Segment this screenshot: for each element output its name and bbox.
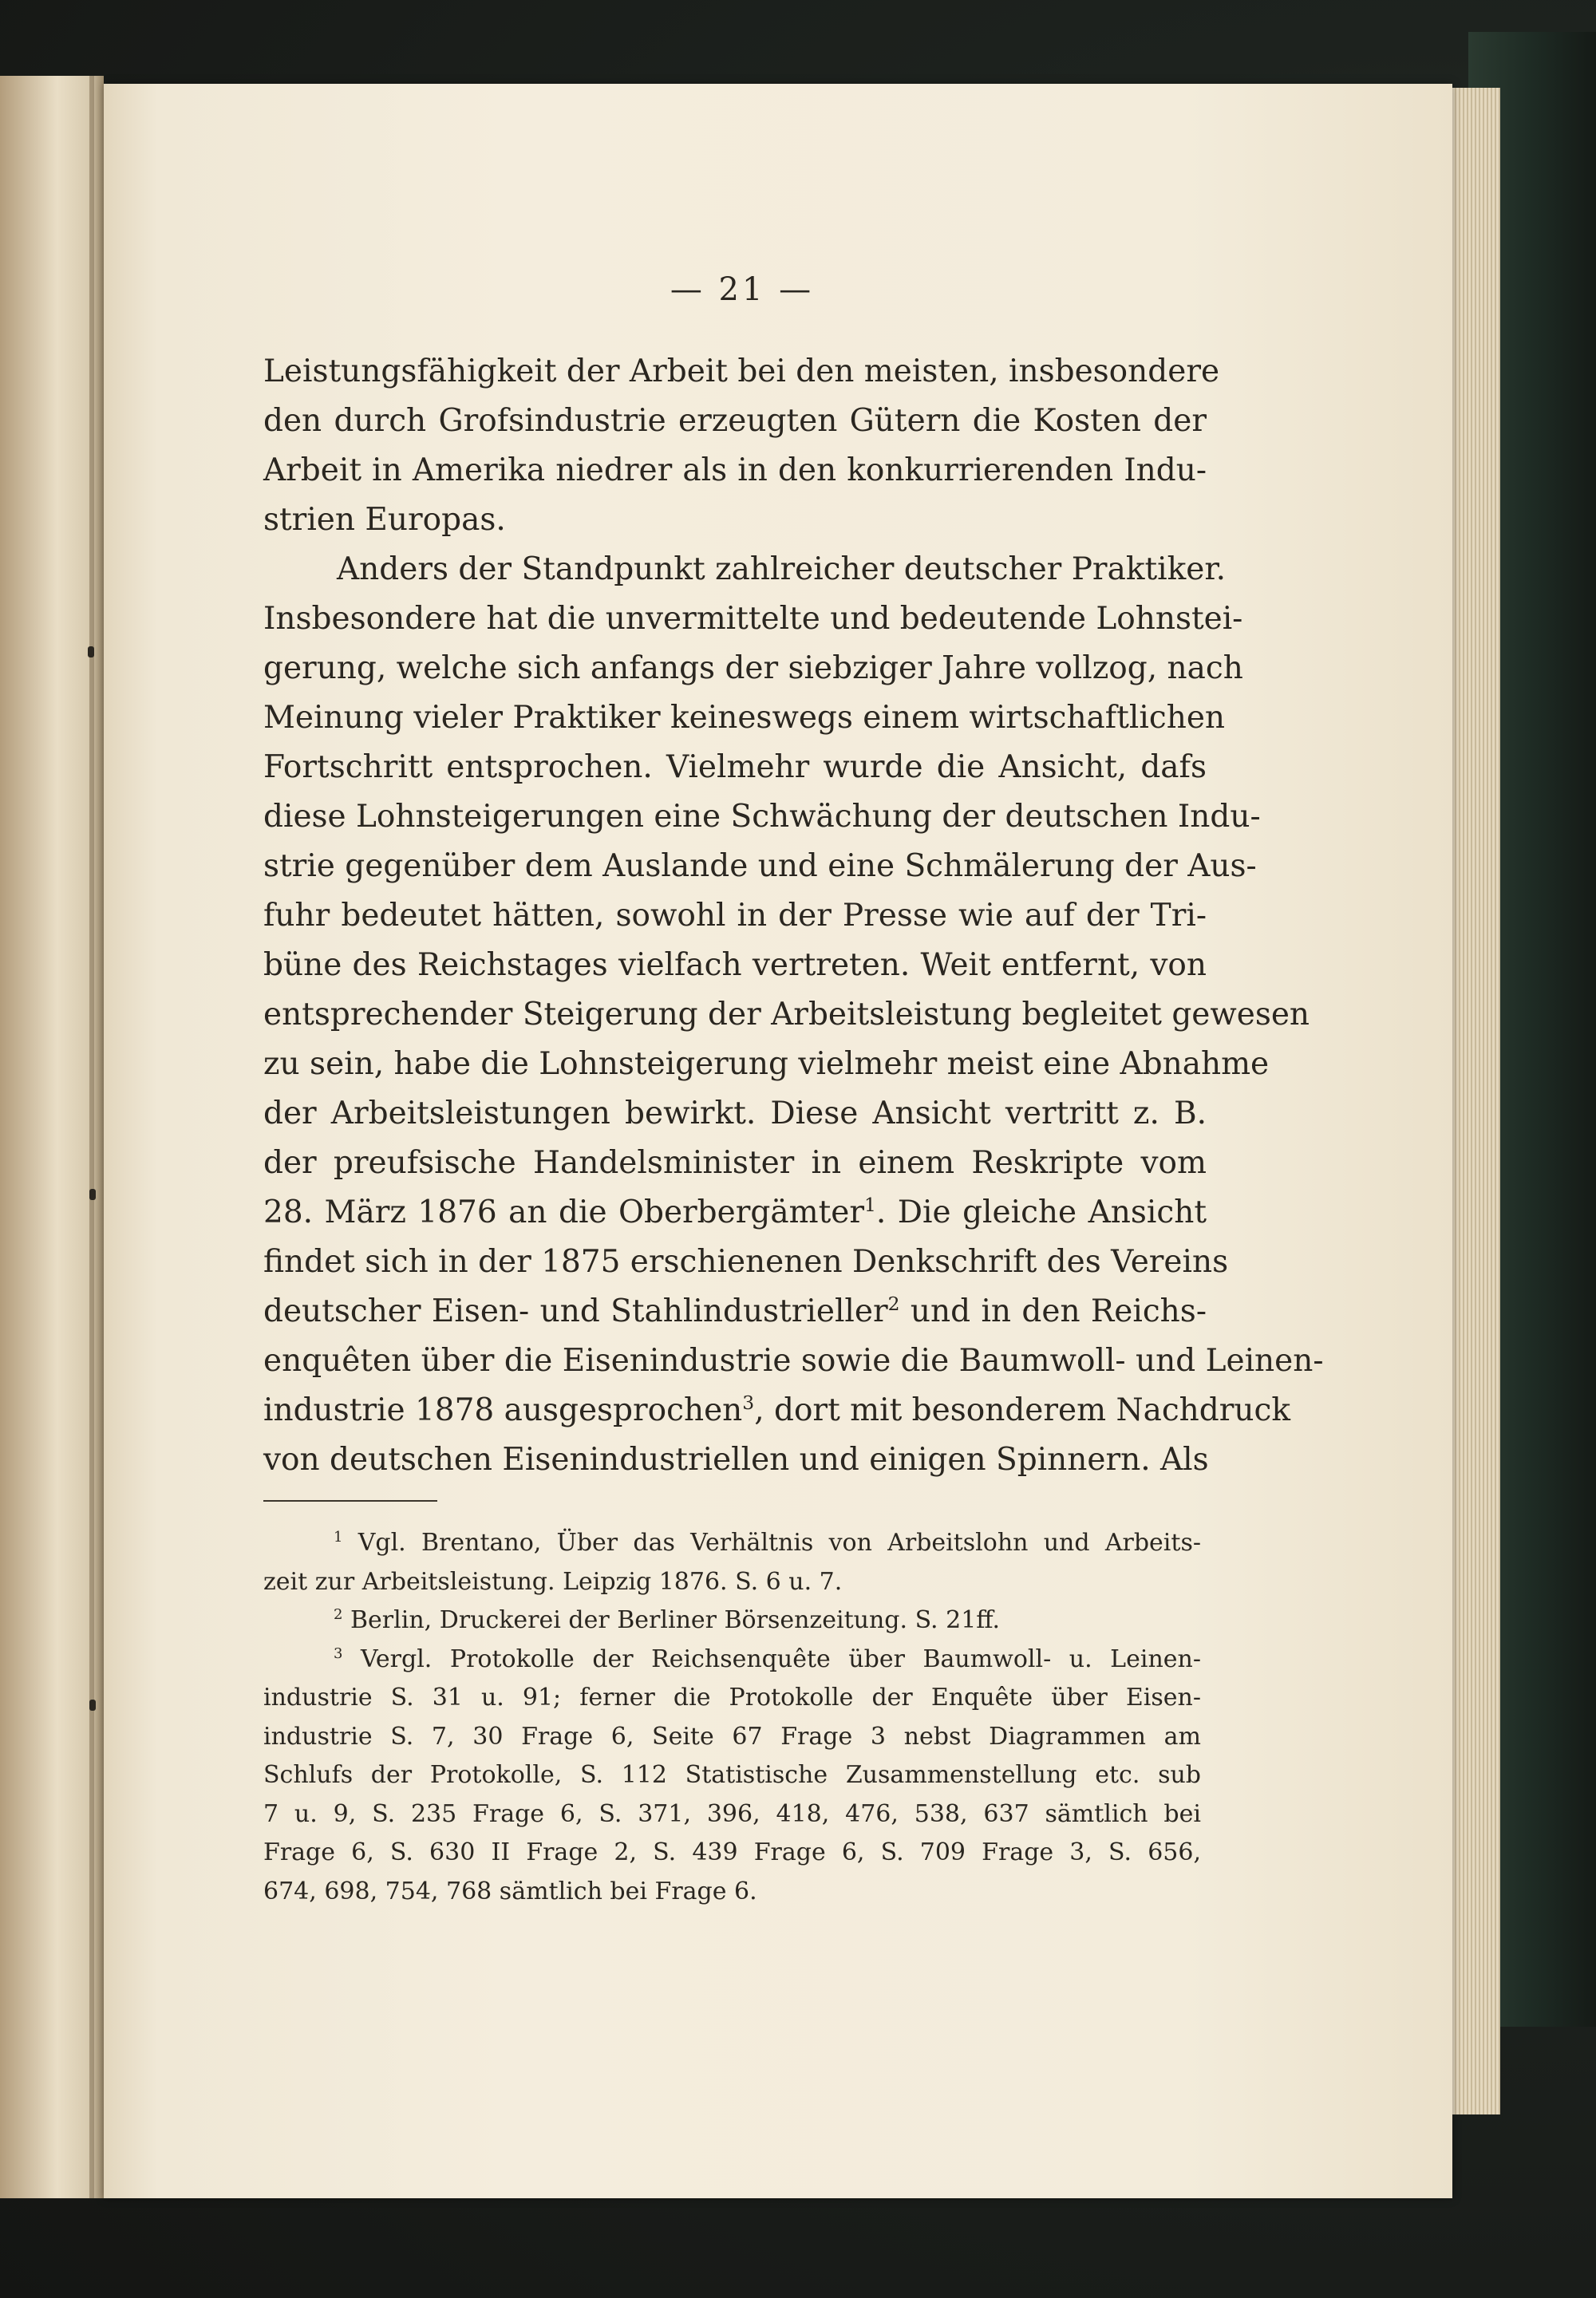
footnote-ref[interactable]: 2 xyxy=(887,1293,900,1315)
footnote-line: Schlufs der Protokolle, S. 112 Statistische Zusammenstellung etc. sub xyxy=(263,1761,1201,1789)
text-line xyxy=(263,1386,1291,1435)
footnote-line: industrie S. 31 u. 91; ferner die Protokolle der Enquête über Eisen- xyxy=(263,1684,1201,1712)
footnote-line: 7 u. 9, S. 235 Frage 6, S. 371, 396, 418, 476, 538, 637 sämtlich bei xyxy=(263,1799,1201,1828)
footnote-line: 674, 698, 754, 768 sämtlich bei Frage 6. xyxy=(263,1877,757,1905)
footnote-line xyxy=(263,1601,1201,1641)
left-margin-mark xyxy=(88,646,94,657)
footnote-line: zeit zur Arbeitsleistung. Leipzig 1876. S. 6 u. 7. xyxy=(263,1567,843,1596)
text-fragment: und in den Reichs- xyxy=(899,1293,1207,1329)
body-text xyxy=(263,347,1324,1485)
footnote-ref[interactable]: 1 xyxy=(863,1194,876,1216)
footnote-line: industrie S. 7, 30 Frage 6, Seite 67 Frage 3 nebst Diagrammen am xyxy=(263,1722,1201,1751)
text-line xyxy=(263,1287,1207,1337)
footnote-text: Vergl. Protokolle der Reichsenquête über Baumwoll- u. Leinen- xyxy=(361,1645,1201,1673)
text-line: findet sich in der 1875 erschienenen Denkschrift des Vereins xyxy=(263,1244,1229,1280)
text-fragment: , dort mit besonderem Nachdruck xyxy=(754,1392,1291,1428)
left-page-gutter xyxy=(89,76,94,2198)
footnote-divider xyxy=(263,1500,437,1502)
footnote-text: Vgl. Brentano, Über das Verhältnis von Arbeitslohn und Arbeits- xyxy=(358,1529,1201,1557)
text-line: von deutschen Eisenindustriellen und einigen Spinnern. Als xyxy=(263,1442,1209,1478)
text-line: fuhr bedeutet hätten, sowohl in der Presse wie auf der Tri- xyxy=(263,898,1207,934)
text-line: den durch Grofsindustrie erzeugten Gütern die Kosten der xyxy=(263,403,1207,439)
page-edges xyxy=(1444,88,1500,2114)
text-fragment: deutscher Eisen- und Stahlindustrieller xyxy=(263,1293,888,1329)
footnote-ref[interactable]: 3 xyxy=(742,1392,755,1414)
footnote-line: Frage 6, S. 630 II Frage 2, S. 439 Frage 6, S. 709 Frage 3, S. 656, xyxy=(263,1838,1201,1866)
left-page xyxy=(0,76,104,2198)
footnote-marker: 3 xyxy=(334,1645,343,1662)
text-line: strien Europas. xyxy=(263,502,506,538)
text-line: strie gegenüber dem Auslande und eine Schmälerung der Aus- xyxy=(263,848,1257,884)
text-line: diese Lohnsteigerungen eine Schwächung der deutschen Indu- xyxy=(263,799,1261,835)
text-line: Insbesondere hat die unvermittelte und bedeutende Lohnstei- xyxy=(263,601,1243,637)
footnote-marker: 2 xyxy=(334,1606,343,1623)
footnote-line xyxy=(263,1641,1201,1680)
text-line: enquêten über die Eisenindustrie sowie die Baumwoll- und Leinen- xyxy=(263,1343,1324,1379)
text-line: gerung, welche sich anfangs der siebziger Jahre vollzog, nach xyxy=(263,650,1243,686)
text-fragment: 28. März 1876 an die Oberbergämter xyxy=(263,1194,864,1230)
page-number: — 21 — xyxy=(670,271,815,308)
text-line: Anders der Standpunkt zahlreicher deutscher Praktiker. xyxy=(337,551,1227,587)
footnote-text: Berlin, Druckerei der Berliner Börsenzeitung. S. 21ff. xyxy=(350,1606,1001,1634)
text-line: der Arbeitsleistungen bewirkt. Diese Ansicht vertritt z. B. xyxy=(263,1096,1207,1131)
footnote-line xyxy=(263,1524,1201,1563)
text-line xyxy=(263,1188,1207,1238)
text-line: Meinung vieler Praktiker keineswegs einem wirtschaftlichen xyxy=(263,700,1226,736)
text-line: entsprechender Steigerung der Arbeitsleistung begleitet gewesen xyxy=(263,997,1310,1033)
left-margin-mark xyxy=(89,1700,96,1711)
footnote-marker: 1 xyxy=(334,1529,343,1546)
text-fragment: . Die gleiche Ansicht xyxy=(875,1194,1207,1230)
text-line: der preufsische Handelsminister in einem Reskripte vom xyxy=(263,1145,1207,1181)
left-margin-mark xyxy=(89,1189,96,1200)
text-line: büne des Reichstages vielfach vertreten. Weit entfernt, von xyxy=(263,947,1207,983)
text-line: Arbeit in Amerika niedrer als in den konkurrierenden Indu- xyxy=(263,452,1207,488)
text-line: Fortschritt entsprochen. Vielmehr wurde die Ansicht, dafs xyxy=(263,749,1207,785)
text-line: Leistungsfähigkeit der Arbeit bei den meisten, insbesondere xyxy=(263,353,1220,389)
text-fragment: industrie 1878 ausgesprochen xyxy=(263,1392,743,1428)
footnotes xyxy=(263,1524,1201,1911)
text-line: zu sein, habe die Lohnsteigerung vielmehr meist eine Abnahme xyxy=(263,1046,1270,1082)
